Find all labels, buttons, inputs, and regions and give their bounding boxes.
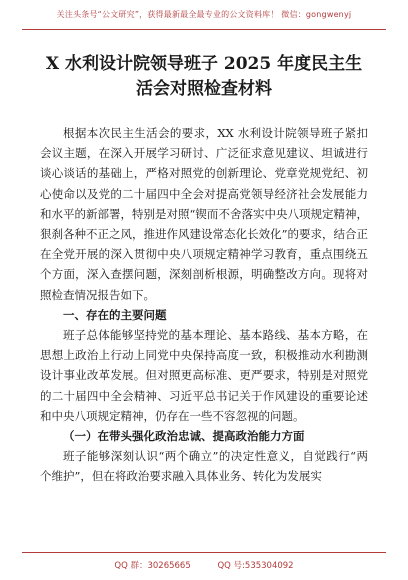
footer-qq-number: QQ 号:535304092 (217, 561, 294, 571)
document-title (40, 52, 368, 102)
header-divider (22, 29, 386, 30)
subsection-heading-political: （一）在带头强化政治忠诚、提高政治能力方面 (63, 429, 305, 444)
subsection-paragraph: 班子能够深刻认识“两个确立”的决定性意义，自觉践行“两个维护”，但在将政治要求融入具体业务、转化为发展实 (40, 449, 368, 484)
document-body (40, 123, 368, 487)
title-line-1: X 水利设计院领导班子 2025 年度民主生 (45, 54, 363, 74)
footer-contact (0, 552, 408, 580)
header-banner: 关注头条号“公文研究”，获得最新最全最专业的公文资料库！ 微信：gongwenyj (56, 10, 352, 19)
section-heading-problems: 一、存在的主要问题 (63, 307, 167, 322)
section-paragraph: 班子总体能够坚持党的基本理论、基本路线、基本方略，在思想上政治上行动上同党中央保持高度一致，积极推动水利勘测设计事业改革发展。但对照更高标准、更严要求，特别是对照党的二十届四中全会精神、习近平总书记关于作风建设的重要论述和中央八项规定精神，仍存在一些不容忽视的问题。 (40, 328, 368, 423)
title-line-2: 活会对照检查材料 (136, 79, 272, 99)
intro-paragraph: 根据本次民主生活会的要求，XX 水利设计院领导班子紧扣会议主题，在深入开展学习研讨、广泛征求意见建议、坦诚进行谈心谈话的基础上，严格对照党的创新理论、党章党规党纪、初心使命以及党的二十届四中全会对提高党领导经济社会发展能力和水平的新部署，特别是对照“锲而不舍落实中央八项规定精神，狠刹各种不正之风，推进作风建设常态化长效化”的要求，结合正在全党开展的深入贯彻中央八项规定精神学习教育，重点围绕五个方面，深入查摆问题，深刻剖析根源，明确整改方向。现将对照检查情况报告如下。 (40, 126, 368, 302)
footer-qq-group: QQ 群：30265665 (114, 561, 191, 571)
